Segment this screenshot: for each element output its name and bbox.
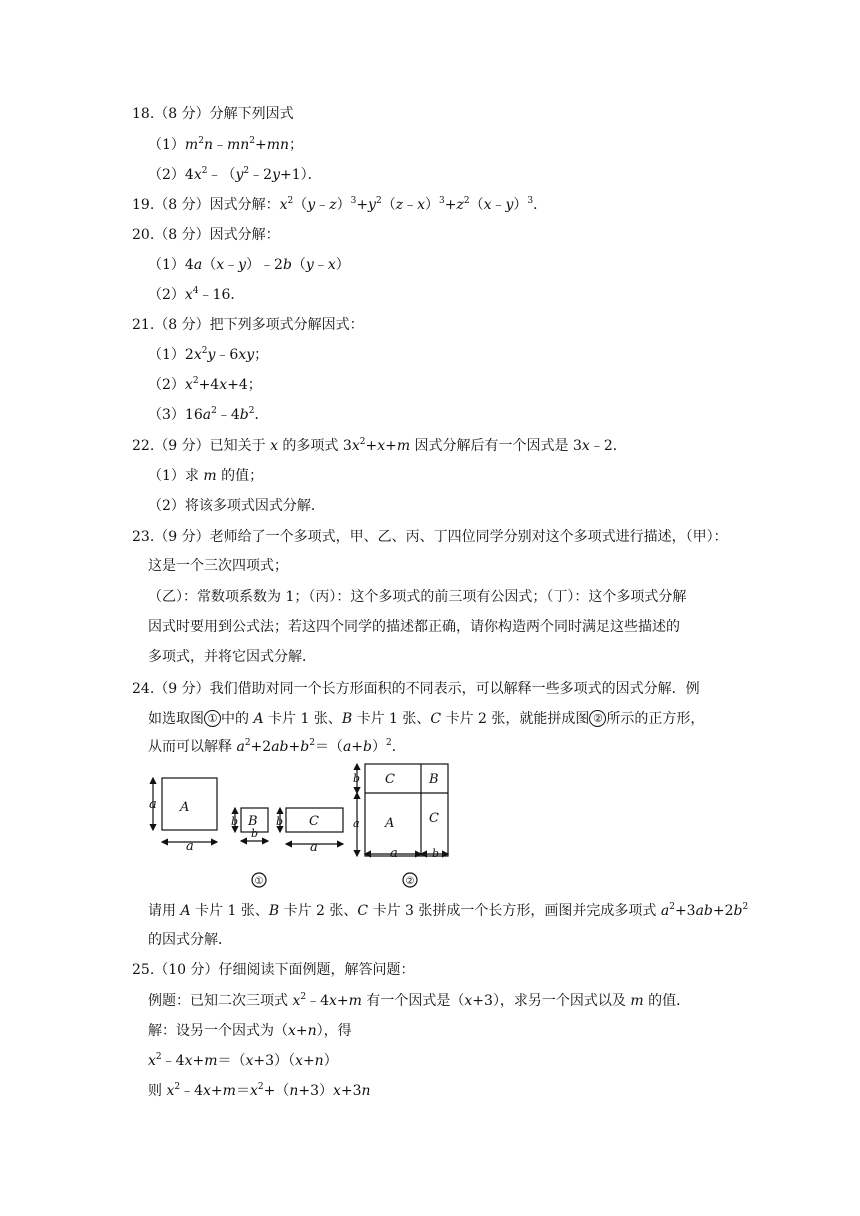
figure-2-reference: ② <box>589 710 606 727</box>
svg-text:a: a <box>353 817 360 830</box>
question-23-title: 23.（9 分）老师给了一个多项式，甲、乙、丙、丁四位同学分别对这个多项式进行描述，（甲）： <box>132 529 728 545</box>
question-24-title: 24.（9 分）我们借助对同一个长方形面积的不同表示，可以解释一些多项式的因式分解．例 <box>132 681 700 697</box>
question-21-part-1: $(1)2x^2y﹣6xy$； <box>148 346 269 363</box>
svg-text:a: a <box>186 839 194 854</box>
question-25-example: 例题：已知二次三项式 $x^2﹣4x+m$ 有一个因式是（x+3），求另一个因式以及 m 的值． <box>148 992 691 1009</box>
svg-text:A: A <box>385 816 395 831</box>
question-21-part-2: $(2)x^2+4x+4$； <box>148 376 262 393</box>
question-25-solution-3: 则 $x^2﹣4x+m=x^2+(n+3)x+3n$ <box>148 1082 371 1099</box>
question-23-line-3: （乙）：常数项系数为 1；（丙）：这个多项式的前三项有公因式；（丁）：这个多项式分解 <box>148 589 687 605</box>
figure-1-reference: ① <box>204 710 221 727</box>
svg-text:a: a <box>390 846 398 861</box>
question-23-line-4: 因式时要用到公式法；若这四个同学的描述都正确，请你构造两个同时满足这些描述的 <box>148 619 680 635</box>
svg-text:A: A <box>180 800 190 815</box>
question-18-title: 18.（8 分）分解下列因式 <box>132 106 294 122</box>
question-24-line-4: 请用 A 卡片 1 张、B 卡片 2 张、C 卡片 3 张拼成一个长方形，画图并完成多项式 $a^2+3ab+2b^2$ <box>148 902 749 919</box>
question-23-line-5: 多项式，并将它因式分解． <box>148 649 316 665</box>
question-18-part-1: $(1)m^2n﹣mn^2+mn$； <box>148 136 304 153</box>
svg-text:B: B <box>429 772 439 787</box>
question-20-title: 20.（8 分）因式分解： <box>132 227 280 243</box>
question-25-solution-1: 解：设另一个因式为（x+n），得 <box>148 1023 352 1039</box>
question-22-part-2: （2）将该多项式因式分解． <box>148 498 325 514</box>
question-18-part-2: $(2)4x^2﹣(y^2﹣2y+1)$． <box>148 166 322 183</box>
svg-text:C: C <box>429 811 439 826</box>
question-21-title: 21.（8 分）把下列多项式分解因式： <box>132 317 364 333</box>
svg-text:b: b <box>251 827 259 840</box>
question-20-part-1: （1）4a（x﹣y）﹣2b（y﹣x） <box>148 257 350 273</box>
question-24-line-2: 如选取图 ① 中的 A 卡片 1 张、B 卡片 1 张、C 卡片 2 张，就能拼成图 ② 所示的正方形， <box>148 711 705 727</box>
svg-text:a: a <box>310 840 318 855</box>
question-23-line-2: 这是一个三次四项式； <box>148 558 288 574</box>
svg-text:②: ② <box>405 876 415 887</box>
question-24-line-3: 从而可以解释 $a^2+2ab+b^2=(a+b)^2$． <box>148 738 406 755</box>
svg-text:C: C <box>385 772 395 787</box>
question-21-part-3: $(3)16a^2﹣4b^2$． <box>148 406 269 423</box>
question-22-part-1: （1）求 m 的值； <box>148 468 264 484</box>
svg-text:b: b <box>432 847 440 860</box>
svg-text:B: B <box>248 814 258 829</box>
question-19: 19.（8 分）因式分解：$x^2(y﹣z)^3+y^2(z﹣x)^3+z^2(x﹣y)^3$． <box>132 196 548 213</box>
svg-text:b: b <box>353 772 361 785</box>
svg-text:b: b <box>231 815 239 828</box>
question-25-title: 25.（10 分）仔细阅读下面例题，解答问题： <box>132 962 415 978</box>
card-a <box>162 778 217 830</box>
question-24-line-5: 的因式分解． <box>148 932 232 948</box>
svg-text:a: a <box>149 797 157 812</box>
svg-text:C: C <box>309 814 319 829</box>
question-22-title: 22.（9 分）已知关于 x 的多项式 $3x^2+x+m$ 因式分解后有一个因式是 3x﹣2． <box>132 437 627 454</box>
question-20-part-2: $(2)x^4﹣16$． <box>148 286 245 303</box>
svg-text:①: ① <box>254 876 264 887</box>
card-figure <box>140 760 460 890</box>
question-25-solution-2: $x^2﹣4x+m=(x+3)(x+n)$ <box>148 1052 338 1069</box>
svg-text:b: b <box>276 815 284 828</box>
